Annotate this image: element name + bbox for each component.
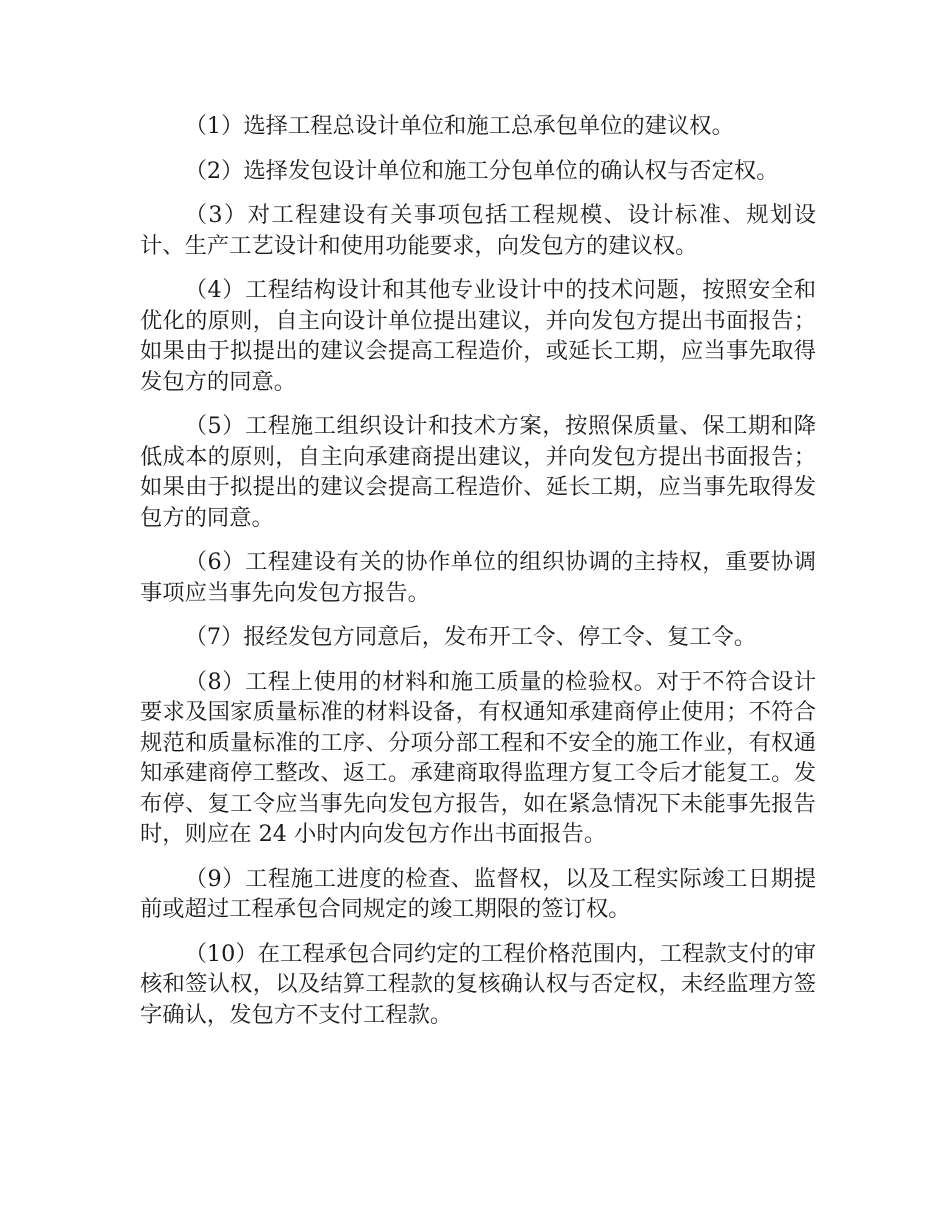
paragraph-5: （5）工程施工组织设计和技术方案，按照保质量、保工期和降低成本的原则，自主向承建商提出建议，并向发包方提出书面报告；如果由于拟提出的建议会提高工程造价、延长工期，应当事先取得发包方的同意。 [140,413,816,531]
paragraph-9: （9）工程施工进度的检查、监督权，以及工程实际竣工日期提前或超过工程承包合同规定的竣工期限的签订权。 [140,865,816,922]
paragraph-2: （2）选择发包设计单位和施工分包单位的确认权与否定权。 [184,157,779,184]
paragraph-4: （4）工程结构设计和其他专业设计中的技术问题，按照安全和优化的原则，自主向设计单位提出建议，并向发包方提出书面报告；如果由于拟提出的建议会提高工程造价，或延长工期，应当事先取得发包方的同意。 [140,277,816,395]
paragraph-3: （3）对工程建设有关事项包括工程规模、设计标准、规划设计、生产工艺设计和使用功能要求，向发包方的建议权。 [140,202,816,259]
document-page [140,111,816,1044]
paragraph-8: （8）工程上使用的材料和施工质量的检验权。对于不符合设计要求及国家质量标准的材料设备，有权通知承建商停止使用；不符合规范和质量标准的工序、分项分部工程和不安全的施工作业，有权通知承建商停工整改、返工。承建商取得监理方复工令后才能复工。发布停、复工令应当事先向发包方报告，如在紧急情况下未能事先报告时，则应在 24 小时内向发包方作出书面报告。 [140,668,816,847]
paragraph-7: （7）报经发包方同意后，发布开工令、停工令、复工令。 [184,624,757,650]
paragraph-10: （10）在工程承包合同约定的工程价格范围内，工程款支付的审核和签认权，以及结算工程款的复核确认权与否定权，未经监理方签字确认，发包方不支付工程款。 [140,940,816,1028]
paragraph-1: （1）选择工程总设计单位和施工总承包单位的建议权。 [184,113,734,139]
paragraph-6: （6）工程建设有关的协作单位的组织协调的主持权，重要协调事项应当事先向发包方报告。 [140,549,816,606]
